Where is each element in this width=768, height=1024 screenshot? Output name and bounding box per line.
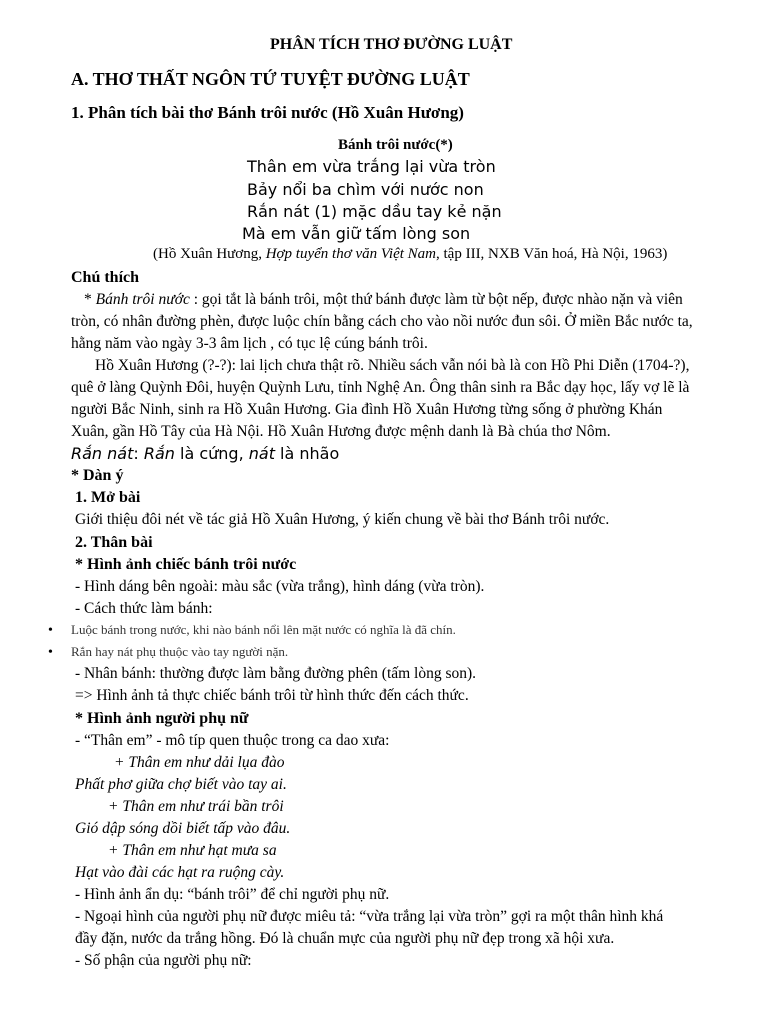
woman-text: - Ngoại hình của người phụ nữ được miêu tả: “vừa trắng lại vừa tròn” gợi ra một thân hình khá (75, 908, 664, 925)
poem-line: Bảy nổi ba chìm với nước non (247, 180, 484, 199)
outline-heading: * Dàn ý (71, 467, 124, 484)
poem-line: Thân em vừa trắng lại vừa tròn (247, 157, 496, 176)
bullet-icon: • (48, 623, 53, 638)
bullet-item: Rắn hay nát phụ thuộc vào tay người nặn. (71, 644, 289, 659)
woman-text: - Số phận của người phụ nữ: (75, 952, 252, 969)
cake-image-heading: * Hình ảnh chiếc bánh trôi nước (75, 556, 297, 573)
section-heading: A. THƠ THẤT NGÔN TỨ TUYỆT ĐƯỜNG LUẬT (71, 69, 470, 89)
note-author-line: người Bắc Ninh, sinh ra Hồ Xuân Hương. Gia đình Hồ Xuân Hương từng sống ở phường Khán (71, 401, 663, 418)
body-heading: 2. Thân bài (75, 534, 153, 551)
folk-verse: Phất phơ giữa chợ biết vào tay ai. (75, 776, 287, 793)
note-author: Hồ Xuân Hương (?-?): lai lịch chưa thật rõ. Nhiều sách vẫn nói bà là con Hồ Phi Diễn (1704-?), (95, 357, 690, 374)
note-author-line: Xuân, gần Hồ Tây của Hà Nội. Hồ Xuân Hương được mệnh danh là Bà chúa thơ Nôm. (71, 423, 611, 440)
cake-text: - Hình dáng bên ngoài: màu sắc (vừa trắng), hình dáng (vừa tròn). (75, 578, 485, 595)
note-cake-line: hằng năm vào ngày 3-3 âm lịch , có tục lệ cúng bánh trôi. (71, 335, 428, 352)
intro-heading: 1. Mở bài (75, 489, 141, 506)
folk-verse: Gió dập sóng dồi biết tấp vào đâu. (75, 820, 291, 837)
note-author-line: quê ở làng Quỳnh Đôi, huyện Quỳnh Lưu, tỉnh Nghệ An. Ông thân sinh ra Bắc dạy học, lấy vợ lẽ là (71, 379, 690, 396)
cake-text: - Cách thức làm bánh: (75, 600, 213, 617)
document-title: PHÂN TÍCH THƠ ĐƯỜNG LUẬT (270, 36, 513, 53)
note-cake: * Bánh trôi nước : gọi tắt là bánh trôi, một thứ bánh được làm từ bột nếp, được nhào nặn và viên (84, 291, 683, 308)
subsection-heading: 1. Phân tích bài thơ Bánh trôi nước (Hồ Xuân Hương) (71, 103, 464, 122)
cake-text: - Nhân bánh: thường được làm bằng đường phên (tấm lòng son). (75, 665, 477, 682)
woman-text: đầy đặn, nước da trắng hồng. Đó là chuẩn mực của người phụ nữ đẹp trong xã hội xưa. (75, 930, 615, 947)
bullet-icon: • (48, 645, 53, 660)
poem-source: (Hồ Xuân Hương, Hợp tuyển thơ văn Việt Nam, tập III, NXB Văn hoá, Hà Nội, 1963) (153, 246, 668, 262)
folk-verse: + Thân em như trái bần trôi (108, 798, 284, 815)
woman-image-heading: * Hình ảnh người phụ nữ (75, 710, 249, 727)
poem-line: Rắn nát (1) mặc dầu tay kẻ nặn (247, 202, 502, 221)
poem-line: Mà em vẫn giữ tấm lòng son (242, 224, 471, 243)
woman-text: - Hình ảnh ẩn dụ: “bánh trôi” để chỉ người phụ nữ. (75, 886, 390, 903)
folk-verse: Hạt vào đài các hạt ra ruộng cày. (75, 864, 285, 881)
bullet-item: Luộc bánh trong nước, khi nào bánh nổi lên mặt nước có nghĩa là đã chín. (71, 622, 456, 637)
poem-title: Bánh trôi nước(*) (338, 137, 453, 153)
intro-text: Giới thiệu đôi nét về tác giả Hồ Xuân Hương, ý kiến chung về bài thơ Bánh trôi nước. (75, 511, 610, 528)
woman-text: - “Thân em” - mô típ quen thuộc trong ca dao xưa: (75, 732, 390, 749)
notes-heading: Chú thích (71, 269, 140, 286)
folk-verse: + Thân em như hạt mưa sa (108, 842, 277, 859)
note-ran-nat: Rắn nát: Rắn là cứng, nát là nhão (71, 444, 340, 463)
note-cake-line: tròn, có nhân đường phèn, được luộc chín bằng cách cho vào nồi nước đun sôi. Ở miền Bắc nước ta, (71, 313, 693, 330)
folk-verse: + Thân em như dải lụa đào (114, 754, 285, 771)
cake-conclusion: => Hình ảnh tả thực chiếc bánh trôi từ hình thức đến cách thức. (75, 687, 469, 704)
